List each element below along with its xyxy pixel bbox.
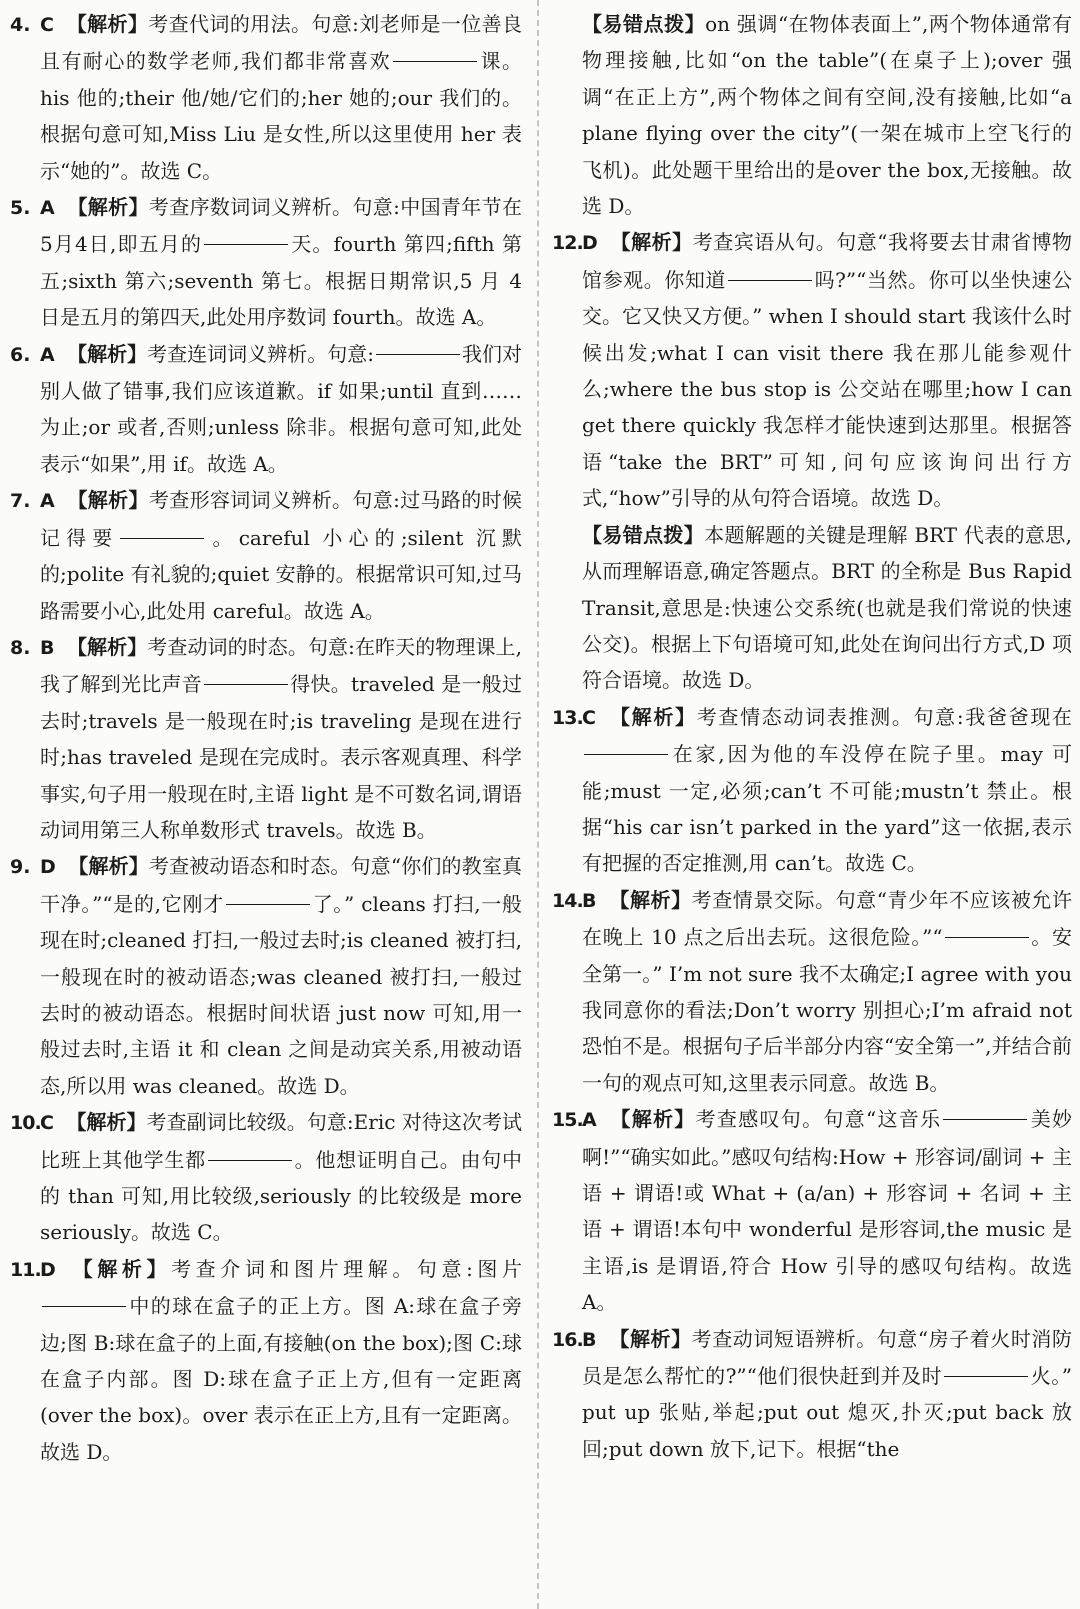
question-10-explanation <box>10 1104 522 1251</box>
note-text: on 强调“在物体表面上”,两个物体通常有物理接触,比如“on the table”(在桌子上);over 强调“在正上方”,两个物体之间有空间,没有接触,比如“a plane flying over the city”(一架在城市上空飞行的飞机)。此处题干里给出的是over the box,无接触。故选 D。 <box>582 12 1072 219</box>
answer-letter: B <box>582 889 597 912</box>
question-number: 7. <box>10 490 31 513</box>
analysis-tag: 【解析】 <box>610 1107 696 1132</box>
explanation-text: 考查情态动词表推测。句意:我爸爸现在 <box>696 704 1072 729</box>
analysis-tag: 【解析】 <box>66 1110 147 1135</box>
question-14-explanation <box>552 882 1072 1101</box>
explanation-text: 。他想证明自己。由句中的 than 可知,用比较级,seriously 的比较级是 more seriously。故选 C。 <box>40 1147 523 1245</box>
analysis-tag: 【解析】 <box>609 1326 692 1351</box>
question-8-explanation <box>10 629 522 848</box>
mistake-tip-tag: 【易错点拨】 <box>582 522 705 547</box>
explanation-text: 考查动词的时态。句意:在昨天的物理课上,我了解到光比声音 <box>40 634 522 697</box>
answer-blank <box>120 537 204 539</box>
answer-letter: C <box>40 1112 54 1135</box>
answer-blank <box>944 1375 1028 1377</box>
explanation-text: 。安全第一。” I’m not sure 我不太确定;I agree with you 我同意你的看法;Don’t worry 别担心;I’m afraid not 恐怕不是。根据句子后半部分内容“安全第一”,并结合前一句的观点可知,这里表示同意。故选 B。 <box>582 925 1073 1095</box>
answer-blank <box>584 753 668 755</box>
answer-letter: B <box>582 1328 597 1351</box>
question-number: 12. <box>552 232 583 255</box>
right-column <box>552 6 1072 1467</box>
explanation-text: 考查介词和图片理解。句意:图片 <box>171 1256 523 1281</box>
question-number: 14. <box>552 889 583 912</box>
explanation-text: 考查连词词义辨析。句意: <box>147 341 374 366</box>
question-7-explanation <box>10 482 522 629</box>
analysis-tag: 【解析】 <box>67 488 149 513</box>
explanation-text: 考查情景交际。句意“青少年不应该被允许在晚上 10 点之后出去玩。这很危险。”“ <box>582 887 1072 950</box>
answer-blank <box>204 683 288 685</box>
answer-letter: B <box>40 636 55 659</box>
explanation-text: 考查代词的用法。句意:刘老师是一位善良且有耐心的数学老师,我们都非常喜欢 <box>40 12 522 74</box>
answer-blank <box>376 353 460 355</box>
answer-blank <box>945 936 1029 938</box>
note-text: 本题解题的关键是理解 BRT 代表的意思,从而理解语意,确定答题点。BRT 的全称是 Bus Rapid Transit,意思是:快速公交系统(也就是我们常说的快速公交)。根据上下句语境可知,此处在询问出行方式,D 项符合语境。故选 D。 <box>582 522 1072 693</box>
analysis-tag: 【解析】 <box>67 341 148 366</box>
question-number: 5. <box>10 197 31 220</box>
analysis-tag: 【解析】 <box>610 230 693 255</box>
explanation-text: 火。” put up 张贴,举起;put out 熄灭,扑灭;put back 放回;put down 放下,记下。根据“the <box>582 1364 1073 1461</box>
answer-blank <box>393 60 477 62</box>
explanation-text: 。careful 小心的;silent 沉默的;polite 有礼貌的;quiet 安静的。根据常识可知,过马路需要小心,此处用 careful。故选 A。 <box>40 525 523 623</box>
explanation-text: 考查被动语态和时态。句意“你们的教室真干净。”“是的,它刚才 <box>40 854 522 916</box>
answer-letter: C <box>40 14 54 36</box>
question-13-explanation <box>552 699 1072 882</box>
explanation-text: 了。” cleans 打扫,一般现在时;cleaned 打扫,一般过去时;is cleaned 被打扫,一般现在时的被动语态;was cleaned 被打扫,一般过去时的被动语态。根据时间状语 just now 可知,用一般过去时,主语 it 和 clean 之间是动宾关系,用被动语态,所以用 was cleaned。故选 D。 <box>40 891 522 1098</box>
explanation-text: 考查形容词词义辨析。句意:过马路的时候记得要 <box>40 488 522 550</box>
explanation-text: 课。his 他的;their 他/她/它们的;her 她的;our 我们的。根据句意可知,Miss Liu 是女性,所以这里使用 her 表示“她的”。故选 C。 <box>40 49 523 183</box>
question-11-common-mistake-note <box>552 6 1072 224</box>
analysis-tag: 【解析】 <box>609 887 692 912</box>
explanation-text: 考查动词短语辨析。句意“房子着火时消防员是怎么帮忙的?”“他们很快赶到并及时 <box>582 1326 1072 1389</box>
answer-blank <box>208 1159 292 1161</box>
explanation-text: 天。fourth 第四;fifth 第五;sixth 第六;seventh 第七。根据日期常识,5 月 4 日是五月的第四天,此处用序数词 fourth。故选 A。 <box>40 232 523 330</box>
answer-blank <box>204 243 288 245</box>
analysis-tag: 【解析】 <box>610 704 697 729</box>
explanation-text: 我们对别人做了错事,我们应该道歉。if 如果;until 直到……为止;or 或者,否则;unless 除非。根据句意可知,此处表示“如果”,用 if。故选 A。 <box>40 341 523 476</box>
analysis-tag: 【解析】 <box>66 12 149 36</box>
question-number: 8. <box>10 636 31 659</box>
question-number: 10. <box>10 1112 41 1135</box>
answer-blank <box>943 1118 1027 1120</box>
question-number: 15. <box>552 1109 583 1132</box>
answer-letter: D <box>40 856 56 879</box>
answer-letter: C <box>582 706 596 729</box>
explanation-text: 考查宾语从句。句意“我将要去甘肃省博物馆参观。你知道 <box>582 230 1073 292</box>
question-number: 16. <box>552 1328 583 1351</box>
question-number: 13. <box>552 706 583 729</box>
explanation-text: 美妙啊!”“确实如此。”感叹句结构:How + 形容词/副词 + 主语 + 谓语!或 What + (a/an) + 形容词 + 名词 + 主语 + 谓语!本句中 wonderful 是形容词,the music 是主语,is 是谓语,符合 How 引导的感叹句结构。故选 A。 <box>582 1107 1073 1315</box>
analysis-tag: 【解析】 <box>67 195 149 220</box>
question-5-explanation <box>10 189 522 336</box>
answer-blank <box>226 903 310 905</box>
answer-letter: A <box>582 1109 597 1132</box>
question-15-explanation <box>552 1101 1072 1320</box>
explanation-text: 考查副词比较级。句意:Eric 对待这次考试比班上其他学生都 <box>40 1110 523 1172</box>
question-6-explanation <box>10 336 522 483</box>
left-column <box>10 6 522 1470</box>
answer-blank <box>728 279 812 281</box>
answer-letter: D <box>582 232 598 255</box>
analysis-tag: 【解析】 <box>72 1256 172 1281</box>
answer-letter: A <box>40 343 55 366</box>
analysis-tag: 【解析】 <box>68 854 149 879</box>
question-16-explanation <box>552 1321 1072 1468</box>
question-number: 9. <box>10 856 31 879</box>
question-number: 4. <box>10 14 31 36</box>
answer-blank <box>42 1305 126 1307</box>
question-4-explanation <box>10 6 522 189</box>
question-11-explanation <box>10 1251 522 1470</box>
question-number: 6. <box>10 343 31 366</box>
answer-letter: A <box>40 490 55 513</box>
question-12-common-mistake-note <box>552 517 1072 699</box>
answer-letter: D <box>40 1258 56 1281</box>
column-divider <box>537 0 539 1609</box>
answer-letter: A <box>40 197 55 220</box>
explanation-text: 在家,因为他的车没停在院子里。may 可能;must 一定,必须;can’t 不可能;mustn’t 禁止。根据“his car isn’t parked in the yard”这一依据,表示有把握的否定推测,用 can’t。故选 C。 <box>582 742 1072 876</box>
question-number: 11. <box>10 1258 41 1281</box>
explanation-text: 得快。traveled 是一般过去时;travels 是一般现在时;is traveling 是现在进行时;has traveled 是现在完成时。表示客观真理、科学事实,句子用一般现在时,主语 light 是不可数名词,谓语动词用第三人称单数形式 travels。故选 B。 <box>40 672 522 842</box>
explanation-text: 考查感叹句。句意“这音乐 <box>695 1107 942 1132</box>
explanation-text: 吗?”“当然。你可以坐快速公交。它又快又方便。” when I should start 我该什么时候出发;what I can visit there 我在那儿能参观什么;where the bus stop is 公交站在哪里;how I can get there quickly 我怎样才能快速到达那里。根据答语“take the BRT”可知,问句应该询问出行方式,“how”引导的从句符合语境。故选 D。 <box>582 267 1073 511</box>
question-12-explanation <box>552 224 1072 516</box>
mistake-tip-tag: 【易错点拨】 <box>582 12 706 36</box>
explanation-text: 中的球在盒子的正上方。图 A:球在盒子旁边;图 B:球在盒子的上面,有接触(on the box);图 C:球在盒子内部。图 D:球在盒子正上方,但有一定距离(over the box)。over 表示在正上方,且有一定距离。故选 D。 <box>40 1294 522 1464</box>
analysis-tag: 【解析】 <box>66 634 148 659</box>
explanation-text: 考查序数词词义辨析。句意:中国青年节在5月4日,即五月的 <box>40 195 522 257</box>
question-9-explanation <box>10 848 522 1104</box>
